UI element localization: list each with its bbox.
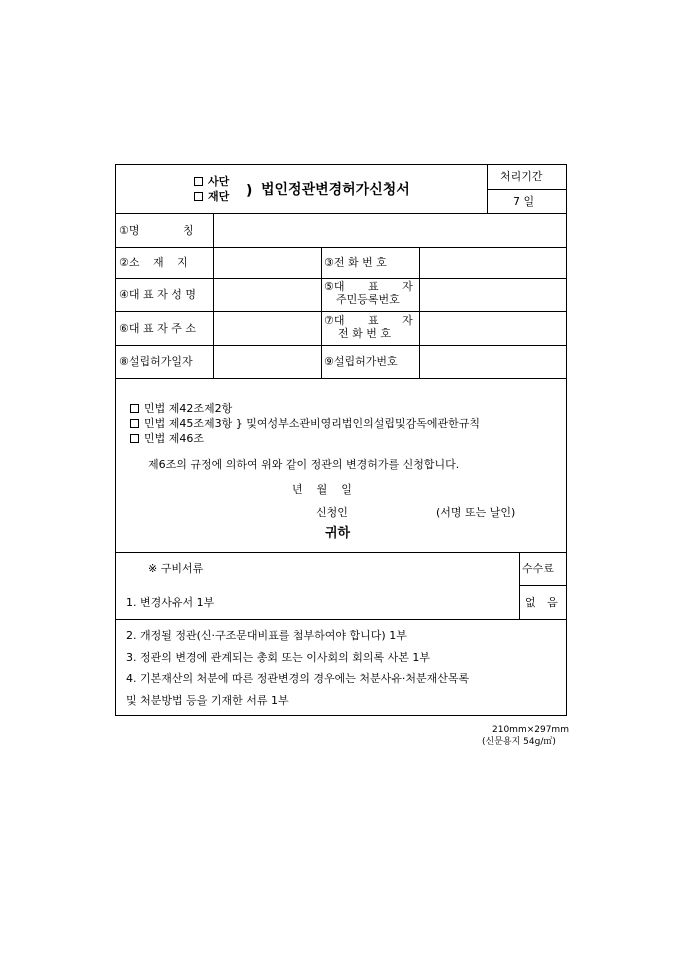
page-title: 법인정관변경허가신청서 <box>261 182 410 198</box>
field-rep-id-label-1: ⑤대 표 자 <box>324 280 413 293</box>
field-rep-name-label: ④대 표 자 성 명 <box>119 288 196 301</box>
field-permit-date-label: ⑧설립허가일자 <box>119 355 193 368</box>
application-form <box>115 164 567 716</box>
signature-note: (서명 또는 날인) <box>436 506 516 519</box>
law-option-2 <box>130 417 480 430</box>
law-option-3-text: 민법 제46조 <box>144 432 204 445</box>
doc-item-3: 3. 정관의 변경에 관계되는 총회 또는 이사회의 회의록 사본 1부 <box>126 651 430 664</box>
field-rep-phone-label-1: ⑦대 표 자 <box>324 314 413 327</box>
law-option-1 <box>130 402 232 415</box>
field-name-input[interactable] <box>215 215 565 246</box>
statement-body: 제6조의 규정에 의하여 위와 같이 정관의 변경허가를 신청합니다. <box>148 458 460 471</box>
paper-spec: (신문용지 54g/㎡) <box>482 737 556 747</box>
applicant-label: 신청인 <box>316 506 348 519</box>
corp-type-2-label: 재단 <box>208 190 230 203</box>
field-address-label: ②소 재 지 <box>119 256 188 269</box>
date-line: 년 월 일 <box>292 483 352 496</box>
processing-period-label: 처리기간 <box>500 170 543 183</box>
required-docs-heading: ※ 구비서류 <box>148 562 204 575</box>
law-option-3 <box>130 432 204 445</box>
corp-type-1-label: 사단 <box>208 175 230 188</box>
corp-type-2-checkbox[interactable] <box>194 192 203 201</box>
field-rep-id-label-2: 주민등록번호 <box>336 293 400 306</box>
doc-item-4: 4. 기본재산의 처분에 따른 정관변경의 경우에는 처분사유·처분재산목록 <box>126 672 470 685</box>
law-option-2-checkbox[interactable] <box>130 419 139 428</box>
field-phone-label: ③전 화 번 호 <box>324 256 387 269</box>
law-option-3-checkbox[interactable] <box>130 434 139 443</box>
fee-label: 수수료 <box>522 562 554 575</box>
brace: ) <box>246 183 253 199</box>
fee-value: 없 음 <box>525 596 558 609</box>
doc-item-2: 2. 개정될 정관(신·구조문대비표를 첨부하여야 합니다) 1부 <box>126 629 407 642</box>
field-permit-number-label: ⑨설립허가번호 <box>324 355 398 368</box>
law-option-1-text: 민법 제42조제2항 <box>144 402 233 415</box>
corp-type-1-checkbox[interactable] <box>194 177 203 186</box>
processing-period-value: 7 일 <box>513 195 535 208</box>
field-name-text: ①명 칭 <box>119 224 194 237</box>
field-name-label <box>119 224 209 237</box>
paper-size: 210mm×297mm <box>492 725 569 735</box>
field-rep-phone-label-2: 전 화 번 호 <box>338 327 391 340</box>
law-option-suffix: } 및여성부소관비영리법인의설립및감독에관한규칙 <box>235 417 481 430</box>
law-option-1-checkbox[interactable] <box>130 404 139 413</box>
doc-item-4-cont: 및 처분방법 등을 기재한 서류 1부 <box>126 694 289 707</box>
addressee: 귀하 <box>325 526 351 541</box>
law-option-2-text: 민법 제45조제3항 <box>144 417 233 430</box>
field-rep-address-label: ⑥대 표 자 주 소 <box>119 322 196 335</box>
doc-item-1: 1. 변경사유서 1부 <box>126 596 215 609</box>
